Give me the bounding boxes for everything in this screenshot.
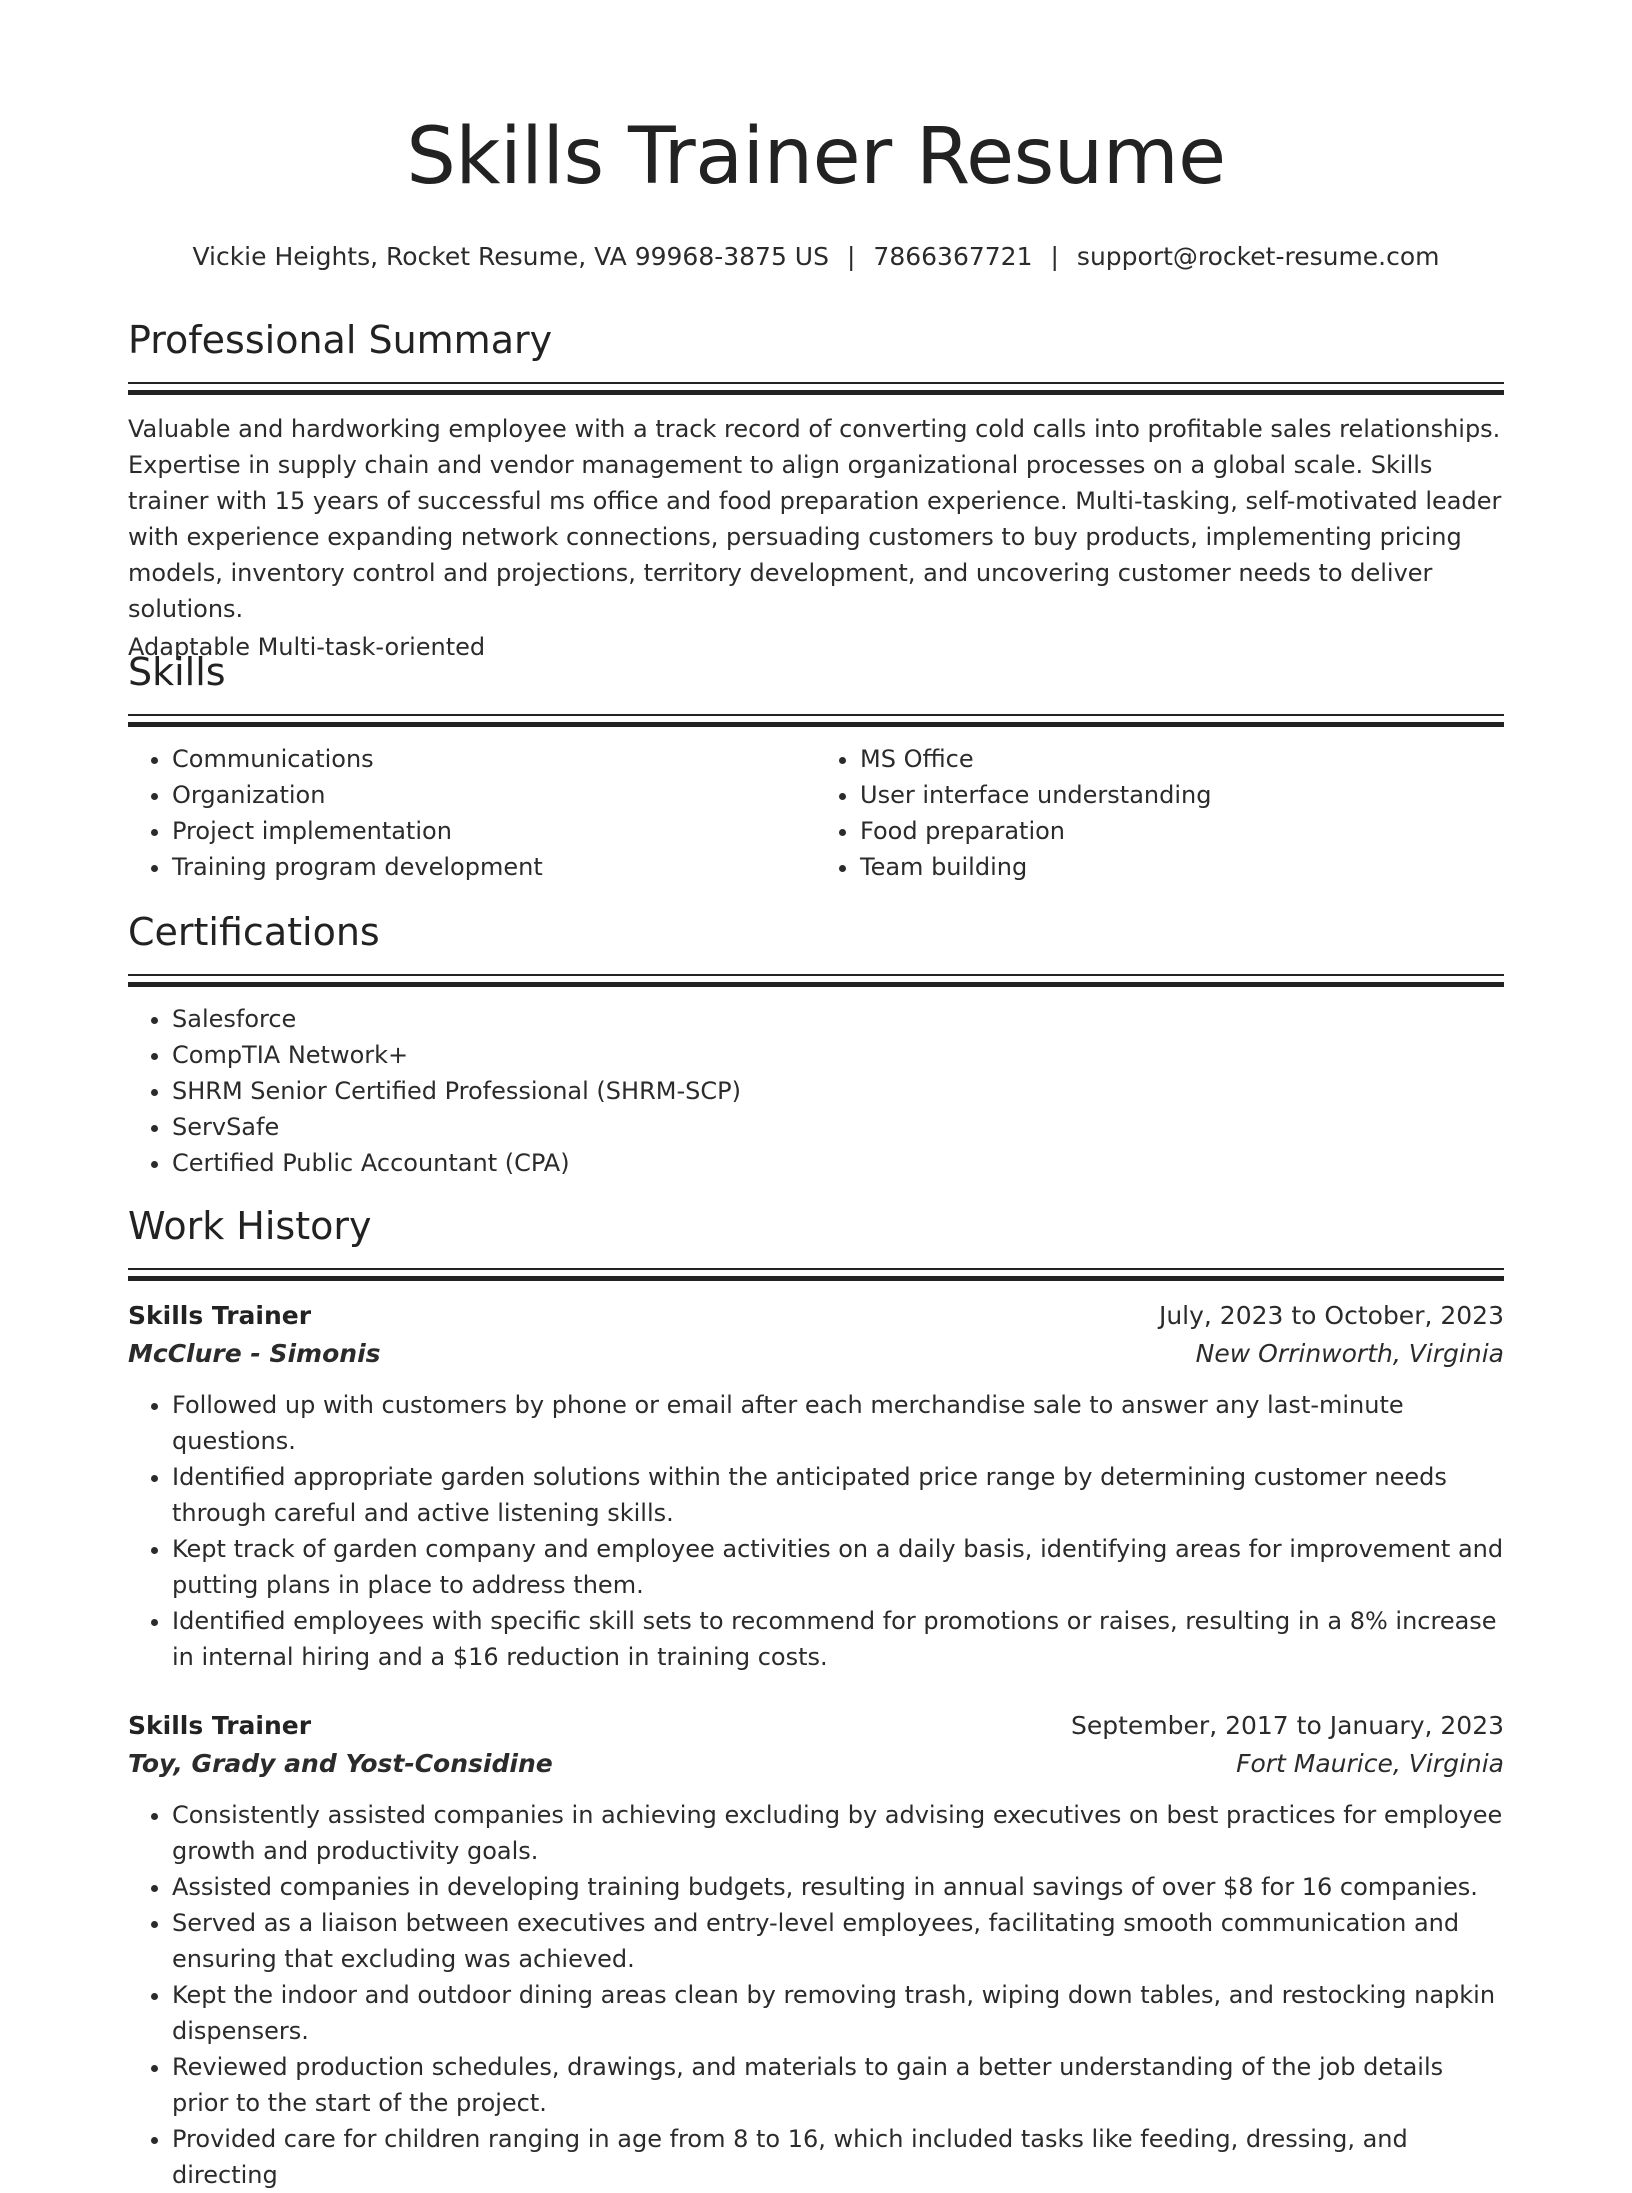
job-title: Skills Trainer xyxy=(128,1301,312,1330)
section-divider xyxy=(128,382,1504,395)
job-company: McClure - Simonis xyxy=(128,1339,381,1368)
skills-list-right xyxy=(816,741,1504,885)
work-history-heading: Work History xyxy=(128,1204,372,1248)
job-company-row xyxy=(128,1745,1504,1783)
skill-item: • MS Office xyxy=(860,741,1504,777)
job-duty: • Kept track of garden company and employee activities on a daily basis, identifying areas for improvement and putting plans in place to address them. xyxy=(172,1531,1504,1603)
certification-item: • ServSafe xyxy=(172,1109,1504,1145)
certification-item: • CompTIA Network+ xyxy=(172,1037,1504,1073)
job-duty: • Identified employees with specific skill sets to recommend for promotions or raises, resulting in a 8% increase in internal hiring and a $16 reduction in training costs. xyxy=(172,1603,1504,1675)
skills-heading: Skills xyxy=(128,650,226,694)
contact-separator: | xyxy=(846,242,856,271)
job-duty: • Kept the indoor and outdoor dining areas clean by removing trash, wiping down tables, and restocking napkin dispensers. xyxy=(172,1977,1504,2049)
job-dates: September, 2017 to January, 2023 xyxy=(1071,1711,1504,1740)
section-divider xyxy=(128,1268,1504,1281)
certification-item: • SHRM Senior Certified Professional (SHRM-SCP) xyxy=(172,1073,1504,1109)
job-dates: July, 2023 to October, 2023 xyxy=(1158,1301,1504,1330)
work-history-section xyxy=(128,1204,1504,2193)
skill-item: • Project implementation xyxy=(172,813,816,849)
summary-heading: Professional Summary xyxy=(128,318,553,362)
skill-item: • User interface understanding xyxy=(860,777,1504,813)
skills-list-left xyxy=(128,741,816,885)
resume-title: Skills Trainer Resume xyxy=(406,112,1226,202)
section-divider xyxy=(128,714,1504,727)
contact-address: Vickie Heights, Rocket Resume, VA 99968-3875 US xyxy=(192,242,829,271)
contact-line xyxy=(128,240,1504,274)
job-company-row xyxy=(128,1335,1504,1373)
job-location: Fort Maurice, Virginia xyxy=(1236,1749,1504,1778)
job-location: New Orrinworth, Virginia xyxy=(1195,1339,1504,1368)
section-divider xyxy=(128,974,1504,987)
job-title: Skills Trainer xyxy=(128,1711,312,1740)
job-company: Toy, Grady and Yost-Considine xyxy=(128,1749,553,1778)
job-duty: • Identified appropriate garden solutions within the anticipated price range by determining customer needs through careful and active listening skills. xyxy=(172,1459,1504,1531)
job-entry xyxy=(128,1297,1504,1675)
certifications-list xyxy=(128,1001,1504,1181)
job-duty: • Consistently assisted companies in achieving excluding by advising executives on best practices for employee growth and productivity goals. xyxy=(172,1797,1504,1869)
job-duties-list xyxy=(128,1387,1504,1675)
contact-separator: | xyxy=(1050,242,1059,271)
contact-phone: 7866367721 xyxy=(873,242,1033,271)
job-duties-list xyxy=(128,1797,1504,2193)
job-header-row xyxy=(128,1297,1504,1335)
certifications-section xyxy=(128,910,1504,1181)
job-header-row xyxy=(128,1707,1504,1745)
certification-item: • Salesforce xyxy=(172,1001,1504,1037)
summary-section xyxy=(128,318,1504,665)
certification-item: • Certified Public Accountant (CPA) xyxy=(172,1145,1504,1181)
contact-email: support@rocket-resume.com xyxy=(1076,242,1440,271)
job-duty: • Provided care for children ranging in age from 8 to 16, which included tasks like feeding, dressing, and directing xyxy=(172,2121,1504,2193)
skill-item: • Organization xyxy=(172,777,816,813)
skill-item: • Food preparation xyxy=(860,813,1504,849)
summary-paragraph: Valuable and hardworking employee with a track record of converting cold calls into profitable sales relationships. Expertise in supply chain and vendor management to align organizational processes on a global scale. Skills trainer with 15 years of successful ms office and food preparation experience. Multi-tasking, self-motivated leader with experience expanding network connections, persuading customers to buy products, implementing pricing models, inventory control and projections, territory development, and uncovering customer needs to deliver solutions. xyxy=(128,415,1502,623)
job-duty: • Reviewed production schedules, drawings, and materials to gain a better understanding of the job details prior to the start of the project. xyxy=(172,2049,1504,2121)
skill-item: • Training program development xyxy=(172,849,816,885)
job-entry xyxy=(128,1707,1504,2193)
skill-item: • Team building xyxy=(860,849,1504,885)
job-duty: • Served as a liaison between executives and entry-level employees, facilitating smooth communication and ensuring that excluding was achieved. xyxy=(172,1905,1504,1977)
job-duty: • Followed up with customers by phone or email after each merchandise sale to answer any last-minute questions. xyxy=(172,1387,1504,1459)
skills-section xyxy=(128,650,1504,885)
skills-columns xyxy=(128,741,1504,885)
job-duty: • Assisted companies in developing training budgets, resulting in annual savings of over $8 for 16 companies. xyxy=(172,1869,1504,1905)
summary-tagline: Adaptable Multi-task-oriented xyxy=(128,633,486,661)
skill-item: • Communications xyxy=(172,741,816,777)
certifications-heading: Certifications xyxy=(128,910,380,954)
